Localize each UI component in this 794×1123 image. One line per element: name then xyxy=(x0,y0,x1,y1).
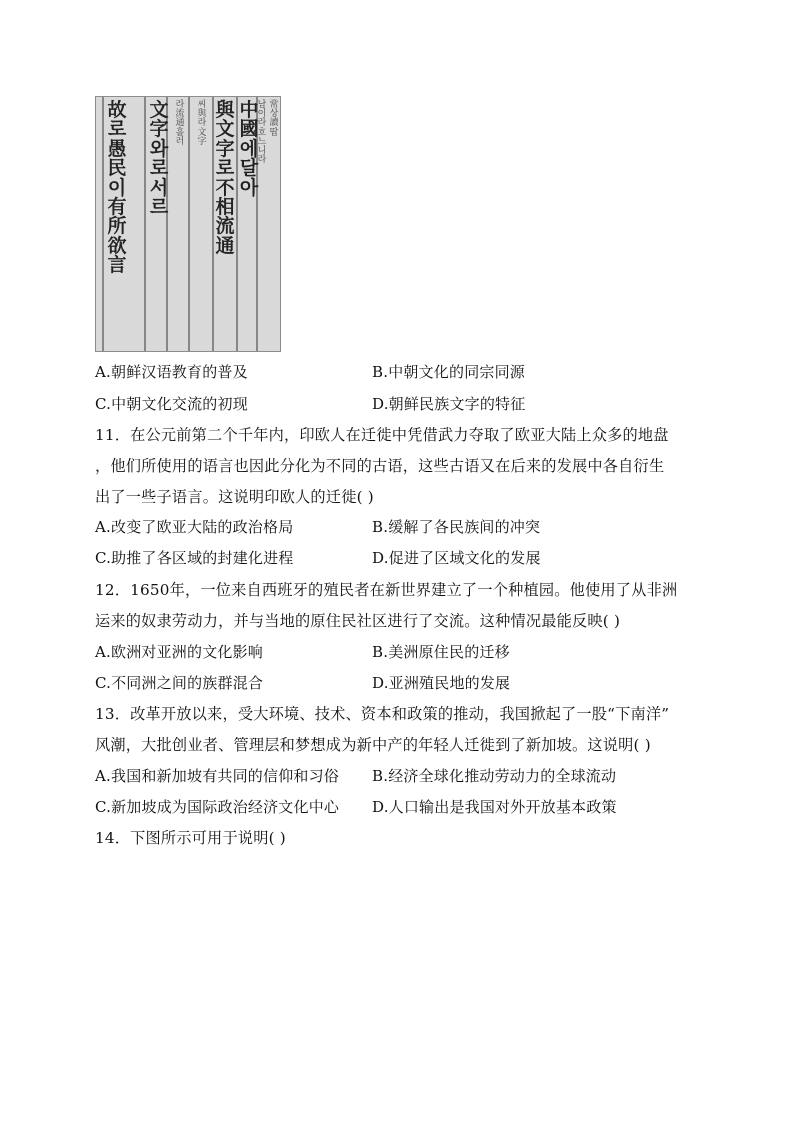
q12-option-d[interactable]: D.亚洲殖民地的发展 xyxy=(372,674,511,692)
q13-option-a[interactable]: A.我国和新加坡有共同的信仰和习俗 xyxy=(95,767,340,785)
q10-option-a[interactable]: A.朝鲜汉语教育的普及 xyxy=(95,363,248,381)
q11-option-b[interactable]: B.缓解了各民族间的冲突 xyxy=(372,518,541,536)
manuscript-column: 라 流 通 흘 러 xyxy=(175,100,185,147)
q12-option-a[interactable]: A.欧洲对亚洲的文化影响 xyxy=(95,643,264,661)
manuscript-column: 남 이 라 흐 느 니 라 xyxy=(257,100,267,166)
q13-option-d[interactable]: D.人口输出是我国对外开放基本政策 xyxy=(372,798,617,816)
q11-stem-line: 出了一些子语言。这说明印欧人的迁徙( ) xyxy=(95,488,374,506)
q13-option-b[interactable]: B.经济全球化推动劳动力的全球流动 xyxy=(372,767,617,785)
q10-option-c[interactable]: C.中朝文化交流的初现 xyxy=(95,395,248,413)
manuscript-column: 與 文 字 로 不 相 流 通 xyxy=(215,99,235,257)
q11-stem-line: 11．在公元前第二个千年内，印欧人在迁徙中凭借武力夺取了欧亚大陆上众多的地盘 xyxy=(95,426,669,444)
q13-stem-line: 13．改革开放以来，受大环境、技术、资本和政策的推动，我国掀起了一股“下南洋” xyxy=(95,705,670,723)
q12-option-b[interactable]: B.美洲原住民的迁移 xyxy=(372,643,510,661)
manuscript-column: 文 字 와 로 서 르 xyxy=(149,99,169,218)
q12-option-c[interactable]: C.不同洲之间的族群混合 xyxy=(95,674,264,692)
q14-stem-line: 14．下图所示可用于说明( ) xyxy=(95,829,286,847)
q11-option-c[interactable]: C.助推了各区域的封建化进程 xyxy=(95,549,294,567)
manuscript-column: 常 상 讀 땁 xyxy=(269,100,279,138)
q12-stem-line: 运来的奴隶劳动力，并与当地的原住民社区进行了交流。这种情况最能反映( ) xyxy=(95,612,621,630)
q10-option-b[interactable]: B.中朝文化的同宗同源 xyxy=(372,363,525,381)
manuscript-column: 中 國 에 달 아 xyxy=(239,99,259,199)
q13-option-c[interactable]: C.新加坡成为国际政治经济文化中心 xyxy=(95,798,340,816)
q13-stem-line: 风潮，大批创业者、管理层和梦想成为新中产的年轻人迁徙到了新加坡。这说明( ) xyxy=(95,736,651,754)
manuscript-image xyxy=(95,96,281,352)
manuscript-column: 故 로 愚 民 이 有 所 欲 言 xyxy=(107,99,127,276)
q11-option-a[interactable]: A.改变了欧亚大陆的政治格局 xyxy=(95,518,294,536)
q12-stem-line: 12．1650年，一位来自西班牙的殖民者在新世界建立了一个种植园。他使用了从非洲 xyxy=(95,581,678,599)
manuscript-column: 씨 與 라 文 字 xyxy=(197,100,207,147)
q10-option-d[interactable]: D.朝鲜民族文字的特征 xyxy=(372,395,526,413)
q11-option-d[interactable]: D.促进了区域文化的发展 xyxy=(372,549,541,567)
q11-stem-line: ，他们所使用的语言也因此分化为不同的古语，这些古语又在后来的发展中各自衍生 xyxy=(95,457,665,475)
